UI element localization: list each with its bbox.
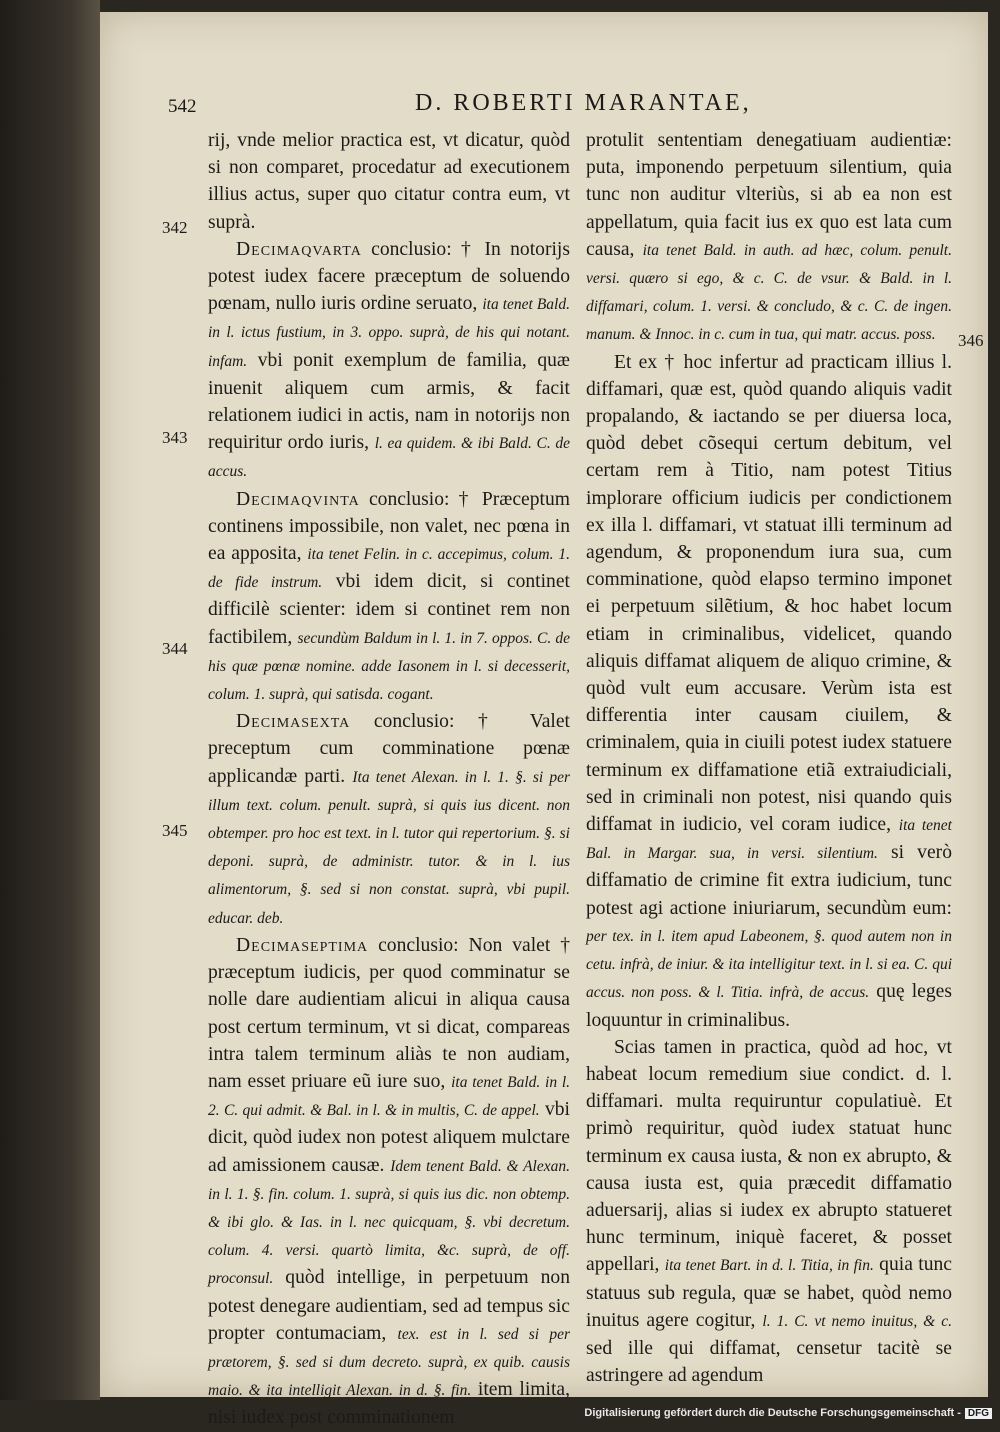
- dfg-logo: DFG: [965, 1408, 992, 1419]
- left-column: [208, 127, 570, 1432]
- margin-number: 343: [162, 428, 188, 447]
- scan-left-edge: [0, 0, 100, 1400]
- digitization-credit: [584, 1407, 992, 1419]
- margin-number: 346: [958, 331, 984, 350]
- right-column: [586, 127, 952, 1389]
- page-number: 542: [168, 96, 197, 117]
- paragraph: rij, vnde melior practica est, vt dicatur, quòd si non comparet, procedatur ad executionem illius actus, super quo citatur contra eum, vt suprà.: [208, 130, 570, 233]
- paragraph: Decimaqvinta conclusio: † Præceptum continens impossibile, non valet, nec pœna in ea apposita, ita tenet Felin. in c. accepimus, colum. 1. de fide instrum. vbi idem dicit, si continet difficilè scienter: idem si continet rem non factibilem, secundùm Baldum in l. 1. in 7. oppos. C. de his quæ pœnæ nomine. adde Iasonem in l. si decesserit, colum. 1. suprà, qui satisda. cogant.: [208, 488, 570, 704]
- paragraph: Decimaseptima conclusio: Non valet † præceptum iudicis, per quod comminatur se nolle dare audientiam alicui in aliqua causa post certum terminum, vt si dicat, compareas intra talem terminum aliàs te non audiam, nam esset priuare eũ iure suo, ita tenet Bald. in l. 2. C. qui admit. & Bal. in l. & in multis, C. de appel. vbi dicit, quòd iudex non potest aliquem mulctare ad amissionem causæ. Idem tenent Bald. & Alexan. in l. 1. §. fin. colum. 1. suprà, si quis ius dic. non obtemp. & ibi glo. & Ias. in l. nec quicquam, §. vbi decretum. colum. 4. versi. quartò limita, &c. suprà, de off. proconsul. quòd intellige, in perpetuum non potest denegare audientiam, sed ad tempus sic propter contumaciam, tex. est in l. sed si per prætorem, §. sed si dum decreto. suprà, ex quib. causis maio. & ita intelligit Alexan. in d. §. fin. item limita, nisi iudex post comminationem: [208, 934, 571, 1429]
- margin-number: 345: [162, 821, 188, 840]
- credit-text: Digitalisierung gefördert durch die Deutsche Forschungsgemeinschaft -: [584, 1407, 961, 1419]
- paragraph: Decimasexta conclusio: † Valet preceptum cum comminatione pœnæ applicandæ parti. Ita tenet Alexan. in l. 1. §. si per illum text. colum. penult. suprà, si quis ius dicent. non obtemper. pro hoc est text. in l. tutor qui repertorium. §. si deponi. suprà, de administr. tutor. & in l. ius alimentorum, §. sed si non constat. suprà, vbi pupil. educar. deb.: [208, 711, 570, 927]
- paragraph: Scias tamen in practica, quòd ad hoc, vt habeat locum remedium siue condict. d. l. diffamari. multa requiruntur copulatiuè. Et primò requiritur, quòd iudex statuat hunc terminum ex causa iusta, & non ex abrupto, & causa iusta est, quia præcedit diffamatio aduersarij, alias si iudex ex abrupto statueret hunc terminum, iniquè faceret, & posset appellari, ita tenet Bart. in d. l. Titia, in fin. quia tunc statuus sub regula, quæ se habet, quòd nemo inuitus agere cogitur, l. 1. C. vt nemo inuitus, & c. sed ille qui diffamat, censetur tacitè se astringere ad agendum: [586, 1036, 953, 1387]
- margin-number: 342: [162, 218, 188, 237]
- paragraph: Et ex † hoc infertur ad practicam illius l. diffamari, quæ est, quòd quando aliquis vadit propalando, & iactando se per diuersa loca, quòd debet cõsequi certum debitum, vel certam rem à Titio, nam potest Titius implorare officium iudicis per condictionem ex illa l. diffamari, vt statuat illi terminum ad agendum, & proponendum iura sua, cum comminatione, quòd elapso termino imponet ei perpetuum silẽtium, & hoc habet locum etiam in criminalibus, videlicet, quando aliquis diffamat aliquem de aliquo crimine, & quòd vult eum accusare. Verùm ista est differentia inter causam ciuilem, & criminalem, quia in ciuili potest iudex statuere terminum ex diffamatione etiã extraiudiciali, sed in criminali non potest, nisi quando quis diffamat in iudicio, vel coram iudice, ita tenet Bal. in Margar. sua, in versi. silentium. si verò diffamatio de crimine fit extra iudicium, tunc potest agi actione iniuriarum, secundùm eum: per tex. in l. item apud Labeonem, §. quod autem non in cetu. infrà, de iniur. & ita intelligitur text. in l. si ea. C. qui accus. non poss. & l. Titia. infrà, de accus. quę leges loquuntur in criminalibus.: [586, 351, 952, 1031]
- running-head: D. ROBERTI MARANTAE,: [415, 90, 752, 116]
- paragraph: protulit sententiam denegatiuam audientiæ: puta, imponendo perpetuum silentium, quia tunc non auditur vlteriùs, si ab ea non est appellatum, quia facit ius ex quo est lata cum causa, ita tenet Bald. in auth. ad hæc, colum. penult. versi. quæro si ego, & c. C. de vsur. & Bald. in l. diffamari, colum. 1. versi. & concludo, & c. C. de ingen. manum. & Innoc. in c. cum in tua, qui matr. accus. poss.: [586, 130, 952, 344]
- margin-number: 344: [162, 639, 188, 658]
- paragraph: Decimaqvarta conclusio: † In notorijs potest iudex facere præceptum de soluendo pœnam, nullo iuris ordine seruato, ita tenet Bald. in l. ictus fustium, in 3. oppo. suprà, de his qui notant. infam. vbi ponit exemplum de familia, quæ inuenit aliquem cum armis, & facit relationem iudici in actis, nam in notorijs non requiritur ordo iuris, l. ea quidem. & ibi Bald. C. de accus.: [208, 238, 570, 481]
